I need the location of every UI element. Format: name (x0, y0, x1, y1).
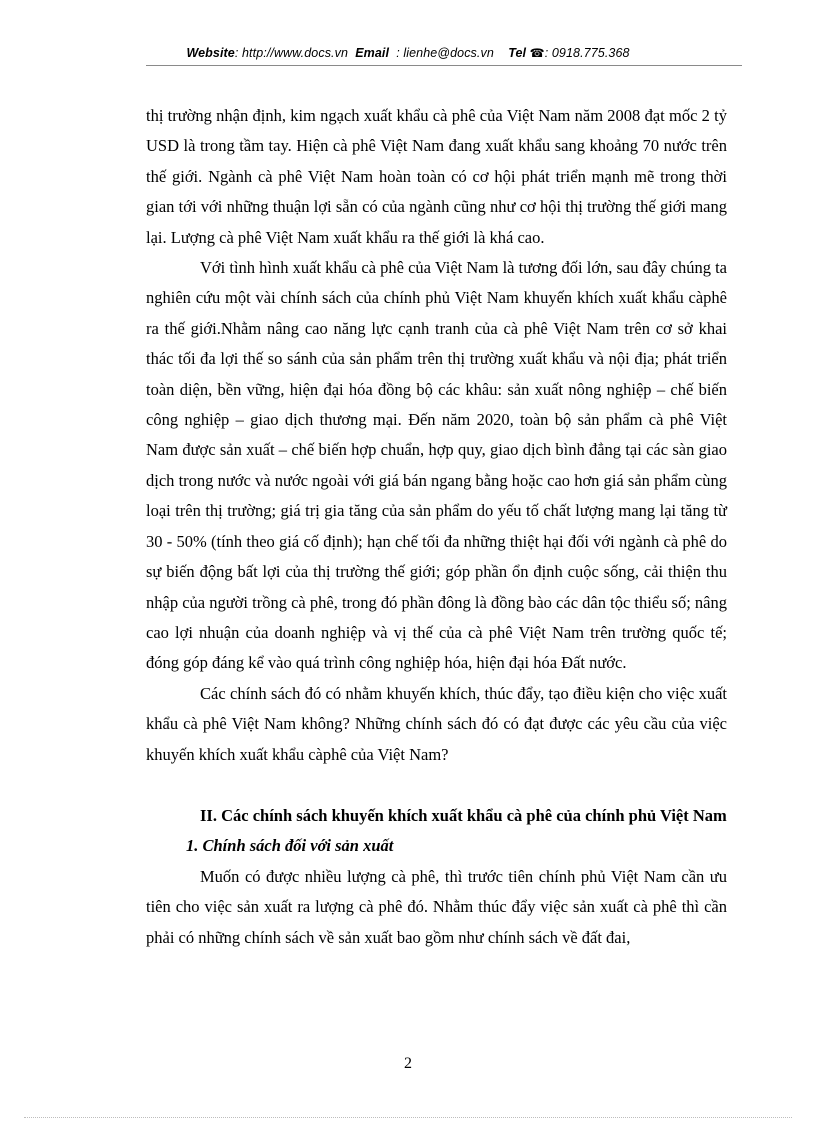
document-body (146, 101, 727, 953)
tel-value: : 0918.775.368 (544, 46, 630, 60)
subsection-heading: 1. Chính sách đối với sản xuất (186, 836, 394, 856)
email-value[interactable]: : lienhe@docs.vn (396, 46, 494, 60)
paragraph-continuation: thị trường nhận định, kim ngạch xuất khẩu cà phê của Việt Nam năm 2008 đạt mốc 2 tỷ USD là trong tầm tay. Hiện cà phê Việt Nam đang xuất khẩu sang khoảng 70 nước trên thế giới. Ngành cà phê Việt Nam hoàn toàn có cơ hội phát triển mạnh mẽ trong thời gian tới với những thuận lợi sẵn có của ngành cũng như cơ hội thị trường thế giới mang lại. Lượng cà phê Việt Nam xuất khẩu ra thế giới là khá cao. (146, 106, 727, 247)
section-heading: II. Các chính sách khuyến khích xuất khẩu cà phê của chính phủ Việt Nam (200, 805, 727, 825)
tel-label: Tel (508, 46, 527, 60)
telephone-icon: ☎ (529, 46, 545, 60)
page-header (0, 46, 816, 60)
page-break-line (24, 1117, 792, 1118)
website-label: Website (186, 46, 235, 60)
paragraph-policy-overview: Với tình hình xuất khẩu cà phê của Việt Nam là tương đối lớn, sau đây chúng ta nghiên cứu một vài chính sách của chính phủ Việt Nam khuyến khích xuất khẩu càphê ra thế giới.Nhằm nâng cao năng lực cạnh tranh của cà phê Việt Nam trên cơ sở khai thác tối đa lợi thế so sánh của sản phẩm trên thị trường xuất khẩu và nội địa; phát triển toàn diện, bền vững, hiện đại hóa đồng bộ các khâu: sản xuất nông nghiệp – chế biến công nghiệp – giao dịch thương mại. Đến năm 2020, toàn bộ sản phẩm cà phê Việt Nam được sản xuất – chế biến hợp chuẩn, hợp quy, giao dịch bình đẳng tại các sàn giao dịch trong nước và nước ngoài với giá bán ngang bằng hoặc cao hơn giá sản phẩm cùng loại trên thị trường; giá trị gia tăng của sản phẩm do yếu tố chất lượng mang lại tăng từ 30 - 50% (tính theo giá cố định); hạn chế tối đa những thiệt hại đối với ngành cà phê do sự biến động bất lợi của thị trường thế giới; góp phần ổn định cuộc sống, cải thiện thu nhập của người trồng cà phê, trong đó phần đông là đồng bào các dân tộc thiểu số; nâng cao lợi nhuận của doanh nghiệp và vị thế của cà phê Việt Nam trên trường quốc tế; đóng góp đáng kể vào quá trình công nghiệp hóa, hiện đại hóa Đất nước. (146, 258, 727, 673)
page-number: 2 (404, 1055, 412, 1072)
paragraph-production-policy: Muốn có được nhiều lượng cà phê, thì trước tiên chính phủ Việt Nam cần ưu tiên cho việc sản xuất ra lượng cà phê đó. Nhằm thúc đẩy việc sản xuất cà phê thì cần phải có những chính sách về sản xuất bao gồm như chính sách về đất đai, (146, 866, 727, 947)
header-divider (146, 65, 742, 66)
website-url[interactable]: : http://www.docs.vn (234, 46, 349, 60)
paragraph-questions: Các chính sách đó có nhằm khuyến khích, thúc đẩy, tạo điều kiện cho việc xuất khẩu cà phê Việt Nam không? Những chính sách đó có đạt được các yêu cầu của việc khuyến khích xuất khẩu càphê của Việt Nam? (146, 683, 727, 764)
email-label: Email (355, 46, 390, 60)
